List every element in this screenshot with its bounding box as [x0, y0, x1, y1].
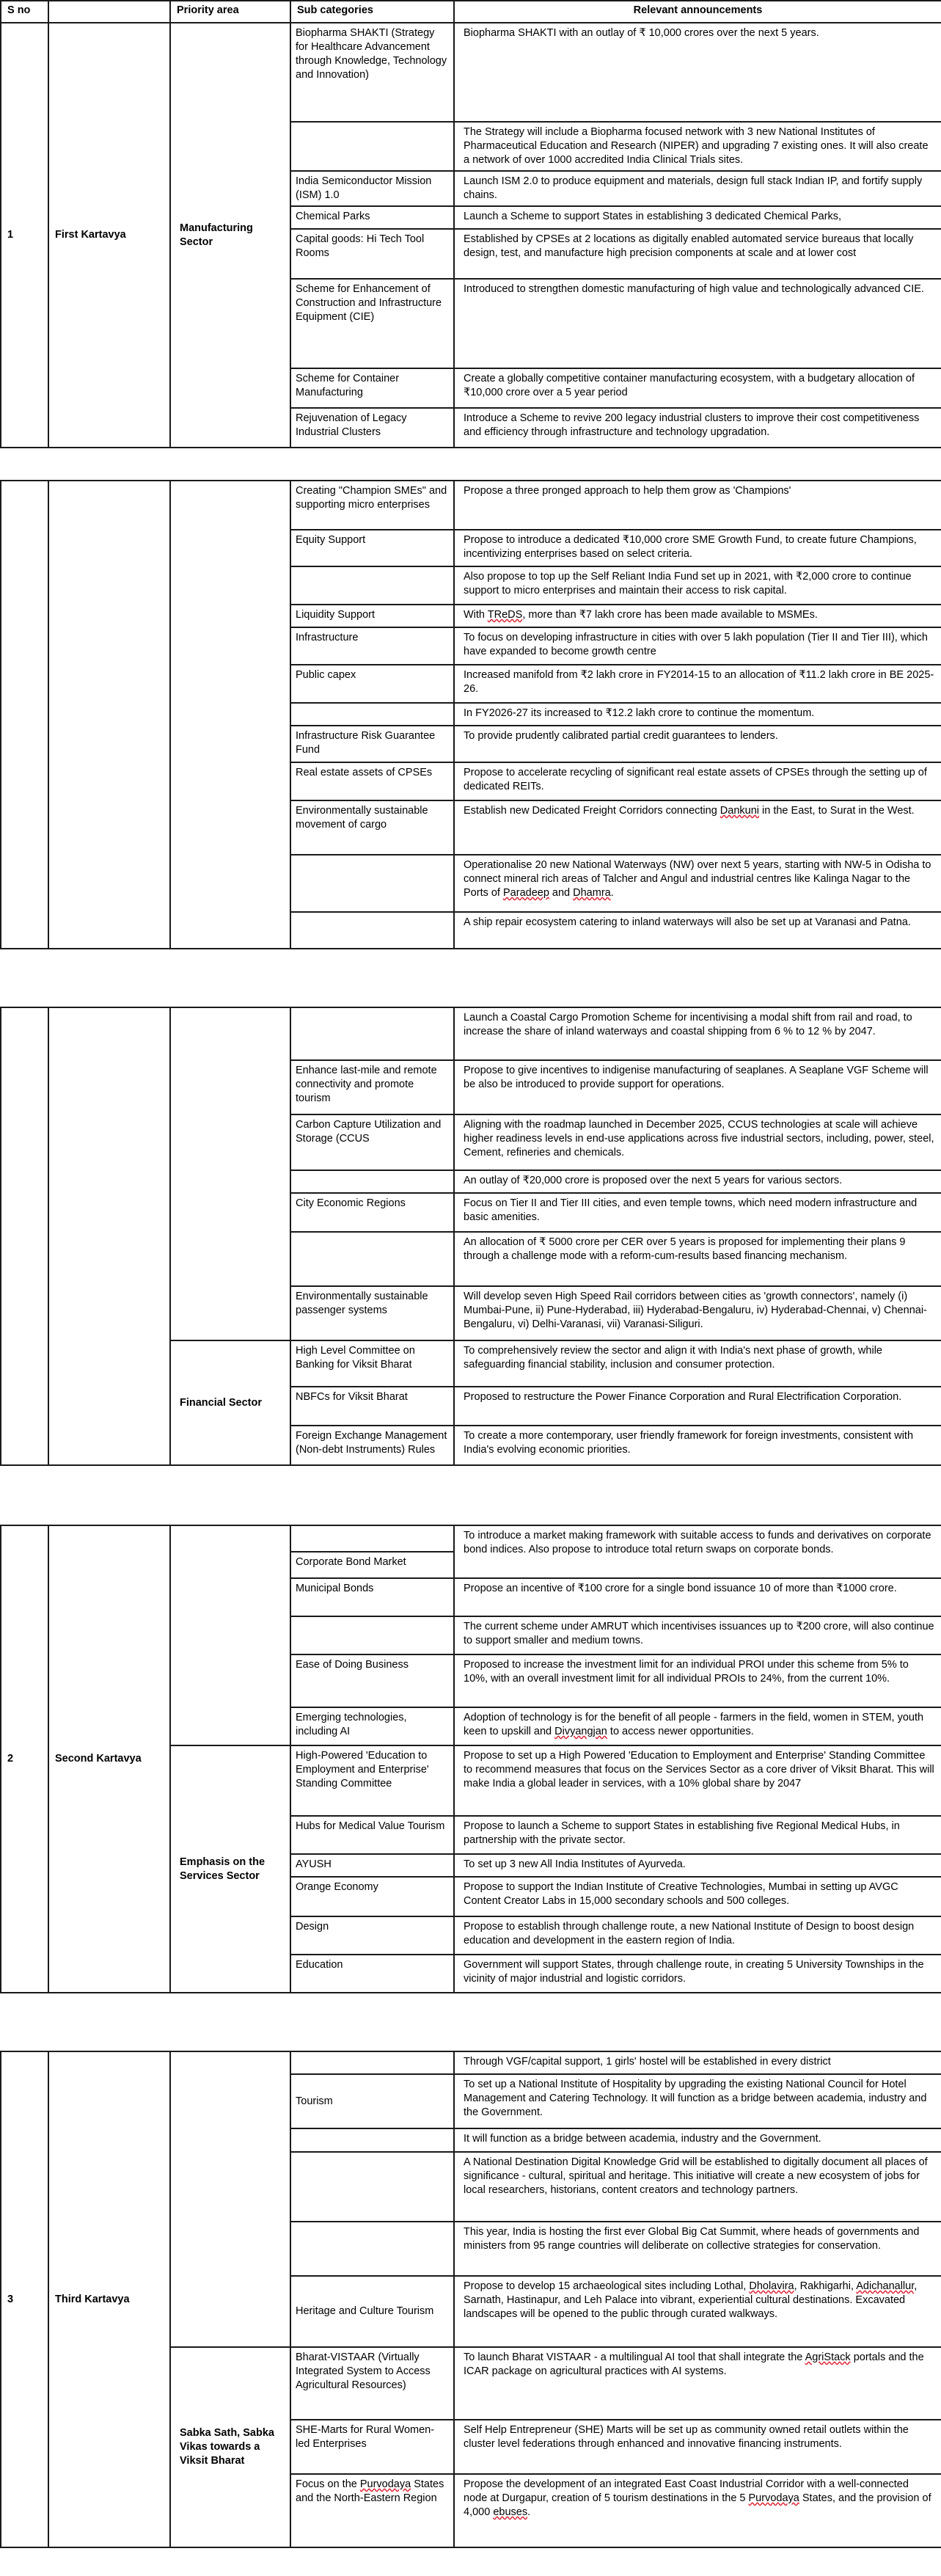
- sub-category-cell: Hubs for Medical Value Tourism: [290, 1816, 454, 1854]
- priority-area-cell: Emphasis on the Services Sector: [170, 1745, 290, 1993]
- announcement-cell: Established by CPSEs at 2 locations as digitally enabled automated service bureaus that locally design, test, and manufacture high precision components at scale and at lower cost: [454, 229, 941, 279]
- sub-category-cell: [290, 2051, 454, 2074]
- kartavya-cell: [48, 1007, 170, 1465]
- sub-category-cell: Scheme for Container Manufacturing: [290, 368, 454, 408]
- table-segment-2: [0, 480, 941, 949]
- sub-category-cell: [290, 1170, 454, 1193]
- announcement-cell: Propose to set up a High Powered 'Education to Employment and Enterprise' Standing Committee to recommend measures that focus on the Services Sector as a core driver of Viksit Bharat. This will make India a global leader in services, with a 10% global share by 2047: [454, 1745, 941, 1816]
- text-run: Adoption of technology is for the benefit of all people - farmers in the field, women in STEM, youth keen to upskill and: [464, 1712, 924, 1737]
- sno-cell: [1, 481, 48, 949]
- text-run: Propose to develop 15 archaeological sites including Lothal,: [464, 2280, 750, 2292]
- text-run: , Sarnath, Hastinapur, and Leh Palace into vibrant, experiential cultural destinations. Excavated landscapes will be opened to the public through curated walkways.: [464, 2280, 918, 2320]
- announcement-cell: Government will support States, through challenge route, in creating 5 University Townships in the vicinity of major industrial and logistic corridors.: [454, 1955, 941, 1993]
- sub-category-cell: [290, 1616, 454, 1654]
- text-run: , Rakhigarhi,: [794, 2280, 857, 2292]
- sub-category-cell: [290, 855, 454, 912]
- header-relevant-announcements: Relevant announcements: [454, 1, 941, 23]
- text-run: AgriStack: [805, 2351, 851, 2363]
- announcement-cell: Create a globally competitive container manufacturing ecosystem, with a budgetary allocation of ₹10,000 crore over a 5 year period: [454, 368, 941, 408]
- text-run: Establish new Dedicated Freight Corridors connecting: [464, 805, 720, 817]
- announcement-cell: [454, 2276, 941, 2347]
- announcement-cell: [454, 855, 941, 912]
- sno-cell: [1, 1007, 48, 1465]
- sub-category-cell: Orange Economy: [290, 1877, 454, 1916]
- announcement-cell: To provide prudently calibrated partial credit guarantees to lenders.: [454, 726, 941, 762]
- sub-category-cell: Public capex: [290, 665, 454, 703]
- announcements-table-3: [0, 1007, 941, 1466]
- priority-area-cell: [170, 2051, 290, 2347]
- text-run: , more than ₹7 lakh crore has been made available to MSMEs.: [522, 609, 818, 621]
- announcement-cell: [454, 2474, 941, 2547]
- header-row: [1, 1, 941, 23]
- sub-category-cell: SHE-Marts for Rural Women-led Enterprises: [290, 2420, 454, 2474]
- sub-category-cell: Corporate Bond Market: [290, 1552, 454, 1578]
- text-run: TReDS: [487, 609, 523, 621]
- sub-category-cell: Design: [290, 1916, 454, 1955]
- announcement-cell: Self Help Entrepreneur (SHE) Marts will be set up as community owned retail outlets within the cluster level federations through enhanced and innovative financing instruments.: [454, 2420, 941, 2474]
- announcement-cell: Proposed to increase the investment limit for an individual PROI under this scheme from 5% to 10%, with an overall investment limit for all individual PROIs to 24%, from the current 10%.: [454, 1654, 941, 1707]
- text-run: Focus on the: [296, 2478, 360, 2490]
- announcement-cell: In FY2026-27 its increased to ₹12.2 lakh crore to continue the momentum.: [454, 703, 941, 726]
- sub-category-cell: Chemical Parks: [290, 206, 454, 229]
- announcements-table-1: [0, 0, 941, 448]
- announcement-cell: Proposed to restructure the Power Finance Corporation and Rural Electrification Corporation.: [454, 1387, 941, 1426]
- announcement-cell: Propose a three pronged approach to help them grow as 'Champions': [454, 481, 941, 530]
- sub-category-cell: [290, 2222, 454, 2276]
- sub-category-cell: Creating "Champion SMEs" and supporting micro enterprises: [290, 481, 454, 530]
- table-row: [1, 1007, 941, 1060]
- announcement-cell: [454, 800, 941, 855]
- sub-category-cell: Bharat-VISTAAR (Virtually Integrated System to Access Agricultural Resources): [290, 2347, 454, 2420]
- table-segment-5: [0, 2051, 941, 2548]
- sub-category-cell: [290, 2128, 454, 2152]
- sub-category-cell: Carbon Capture Utilization and Storage (CCUS: [290, 1114, 454, 1170]
- sno-cell: 1: [1, 23, 48, 448]
- sno-cell: 2: [1, 1525, 48, 1993]
- announcement-cell: It will function as a bridge between academia, industry and the Government.: [454, 2128, 941, 2152]
- text-run: Propose the development of an integrated East Coast Industrial Corridor with a well-connected node at Durgapur, creation of 5 tourism destinations in the 5: [464, 2478, 909, 2504]
- announcements-table-5: [0, 2051, 941, 2548]
- sno-cell: 3: [1, 2051, 48, 2547]
- announcement-cell: Propose to launch a Scheme to support States in establishing five Regional Medical Hubs, in partnership with the private sector.: [454, 1816, 941, 1854]
- sub-category-cell: Scheme for Enhancement of Construction and Infrastructure Equipment (CIE): [290, 279, 454, 368]
- text-run: Purvodaya: [359, 2478, 411, 2490]
- table-row: [1, 23, 941, 122]
- announcement-cell: An allocation of ₹ 5000 crore per CER over 5 years is proposed for implementing their plans 9 through a challenge mode with a reform-cum-results based financing mechanism.: [454, 1232, 941, 1286]
- announcement-cell: Biopharma SHAKTI with an outlay of ₹ 10,000 crores over the next 5 years.: [454, 23, 941, 122]
- announcement-cell: The Strategy will include a Biopharma focused network with 3 new National Institutes of Pharmaceutical Education and Research (NIPER) and upgrading 7 existing ones. It will also create a network of over 1000 accredited India Clinical Trials sites.: [454, 122, 941, 171]
- sub-category-cell: Equity Support: [290, 530, 454, 566]
- text-run: Dholavira: [749, 2280, 794, 2292]
- sub-category-cell: Environmentally sustainable movement of cargo: [290, 800, 454, 855]
- announcement-cell: Propose to establish through challenge route, a new National Institute of Design to boost design education and development in the eastern region of India.: [454, 1916, 941, 1955]
- text-run: Dhamra: [573, 887, 611, 899]
- text-run: .: [527, 2506, 531, 2518]
- sub-category-cell: [290, 2152, 454, 2222]
- kartavya-cell: First Kartavya: [48, 23, 170, 448]
- text-run: To launch Bharat VISTAAR - a multilingual AI tool that shall integrate the: [464, 2351, 805, 2363]
- announcement-cell: Also propose to top up the Self Reliant India Fund set up in 2021, with ₹2,000 crore to continue support to micro enterprises and maintain their access to risk capital.: [454, 566, 941, 605]
- sub-category-cell: Municipal Bonds: [290, 1578, 454, 1616]
- announcements-table-4: [0, 1525, 941, 1993]
- sub-category-cell: AYUSH: [290, 1854, 454, 1877]
- announcement-cell: A National Destination Digital Knowledge Grid will be established to digitally document all places of significance - cultural, spiritual and heritage. This initiative will create a new ecosystem of jobs for local researchers, historians, content creators and technology partners.: [454, 2152, 941, 2222]
- header-priority-area: Priority area: [170, 1, 290, 23]
- priority-area-cell: [170, 481, 290, 949]
- sub-category-cell: High-Powered 'Education to Employment and Enterprise' Standing Committee: [290, 1745, 454, 1816]
- sub-category-cell: Infrastructure Risk Guarantee Fund: [290, 726, 454, 762]
- sub-category-cell: Environmentally sustainable passenger systems: [290, 1286, 454, 1340]
- text-run: Dankuni: [720, 805, 759, 817]
- sub-category-cell: Foreign Exchange Management (Non-debt Instruments) Rules: [290, 1426, 454, 1465]
- announcement-cell: Introduced to strengthen domestic manufacturing of high value and technologically advanced CIE.: [454, 279, 941, 368]
- announcement-cell: To create a more contemporary, user friendly framework for foreign investments, consistent with India's evolving economic priorities.: [454, 1426, 941, 1465]
- announcement-cell: Launch a Scheme to support States in establishing 3 dedicated Chemical Parks,: [454, 206, 941, 229]
- announcement-cell: Propose an incentive of ₹100 crore for a single bond issuance 10 of more than ₹1000 crore.: [454, 1578, 941, 1616]
- announcement-cell: A ship repair ecosystem catering to inland waterways will also be set up at Varanasi and Patna.: [454, 912, 941, 949]
- announcement-cell: To focus on developing infrastructure in cities with over 5 lakh population (Tier II and Tier III), which have expanded to become growth centre: [454, 627, 941, 665]
- sub-category-cell: High Level Committee on Banking for Viksit Bharat: [290, 1340, 454, 1387]
- announcement-cell: Aligning with the roadmap launched in December 2025, CCUS technologies at scale will achieve higher readiness levels in end-use applications across five industrial sectors, including, power, steel, Cement, refineries and chemicals.: [454, 1114, 941, 1170]
- text-run: .: [610, 887, 614, 899]
- table-segment-4: [0, 1525, 941, 1993]
- sub-category-cell: Real estate assets of CPSEs: [290, 762, 454, 800]
- announcement-cell: Introduce a Scheme to revive 200 legacy industrial clusters to improve their cost competitiveness and efficiency through infrastructure and technology upgradation.: [454, 408, 941, 448]
- text-run: Paradeep: [503, 887, 549, 899]
- sub-category-cell: [290, 122, 454, 171]
- text-run: Adichanallur: [856, 2280, 915, 2292]
- text-run: to access newer opportunities.: [607, 1726, 754, 1737]
- announcement-cell: Increased manifold from ₹2 lakh crore in FY2014-15 to an allocation of ₹11.2 lakh crore in BE 2025-26.: [454, 665, 941, 703]
- announcement-cell: Focus on Tier II and Tier III cities, and even temple towns, which need modern infrastructure and basic amenities.: [454, 1193, 941, 1232]
- sub-category-cell: [290, 2474, 454, 2547]
- table-row: [1, 2051, 941, 2074]
- sub-category-cell: [290, 1232, 454, 1286]
- sub-category-cell: Heritage and Culture Tourism: [290, 2276, 454, 2347]
- text-run: States and the North-Eastern Region: [296, 2478, 444, 2504]
- sub-category-cell: Tourism: [290, 2074, 454, 2128]
- sub-category-cell: India Semiconductor Mission (ISM) 1.0: [290, 171, 454, 206]
- announcement-cell: Propose to accelerate recycling of significant real estate assets of CPSEs through the setting up of dedicated REITs.: [454, 762, 941, 800]
- text-run: portals and the ICAR package on agricultural practices with AI systems.: [464, 2351, 924, 2377]
- announcement-cell: An outlay of ₹20,000 crore is proposed over the next 5 years for various sectors.: [454, 1170, 941, 1193]
- announcement-cell: Launch ISM 2.0 to produce equipment and materials, design full stack Indian IP, and fortify supply chains.: [454, 171, 941, 206]
- kartavya-cell: Second Kartavya: [48, 1525, 170, 1993]
- text-run: With: [464, 609, 488, 621]
- sub-category-cell: [290, 703, 454, 726]
- announcement-cell: Will develop seven High Speed Rail corridors between cities as 'growth connectors', namely (i) Mumbai-Pune, ii) Pune-Hyderabad, iii) Hyderabad-Bengaluru, iv) Hyderabad-Chennai, v) Chennai-Bengaluru, vi) Delhi-Varanasi, vii) Varanasi-Siliguri.: [454, 1286, 941, 1340]
- announcement-cell: This year, India is hosting the first ever Global Big Cat Summit, where heads of governments and ministers from 95 range countries will deliberate on collective strategies for conservation.: [454, 2222, 941, 2276]
- sub-category-cell: [290, 566, 454, 605]
- kartavya-cell: [48, 481, 170, 949]
- sub-category-cell: Infrastructure: [290, 627, 454, 665]
- sub-category-cell: Liquidity Support: [290, 605, 454, 627]
- text-run: States, and the provision of 4,000: [464, 2492, 931, 2518]
- table-row: [1, 481, 941, 530]
- announcement-cell: Propose to introduce a dedicated ₹10,000 crore SME Growth Fund, to create future Champions, incentivizing enterprises based on select criteria.: [454, 530, 941, 566]
- sub-category-cell: Emerging technologies, including AI: [290, 1707, 454, 1745]
- text-run: Operationalise 20 new National Waterways (NW) over next 5 years, starting with NW-5 in Odisha to connect mineral rich areas of Talcher and Angul and industrial centres like Kalinga Nagar to the Ports of: [464, 859, 931, 899]
- announcement-cell: To comprehensively review the sector and align it with India's next phase of growth, while safeguarding financial stability, inclusion and consumer protection.: [454, 1340, 941, 1387]
- sub-category-cell: [290, 912, 454, 949]
- header-sub-categories: Sub categories: [290, 1, 454, 23]
- header-blank: [48, 1, 170, 23]
- sub-category-cell: [290, 1525, 454, 1552]
- announcements-table-2: [0, 480, 941, 949]
- text-run: in the East, to Surat in the West.: [759, 805, 915, 817]
- announcement-cell: To set up a National Institute of Hospitality by upgrading the existing National Council for Hotel Management and Catering Technology. It will function as a bridge between academia, industry and the Government.: [454, 2074, 941, 2128]
- announcement-cell: Propose to support the Indian Institute of Creative Technologies, Mumbai in setting up AVGC Content Creator Labs in 15,000 secondary schools and 500 colleges.: [454, 1877, 941, 1916]
- sub-category-cell: Ease of Doing Business: [290, 1654, 454, 1707]
- header-sno: S no: [1, 1, 48, 23]
- sub-category-cell: NBFCs for Viksit Bharat: [290, 1387, 454, 1426]
- sub-category-cell: Education: [290, 1955, 454, 1993]
- announcement-cell: Launch a Coastal Cargo Promotion Scheme for incentivising a modal shift from rail and road, to increase the share of inland waterways and coastal shipping from 6 % to 12 % by 2047.: [454, 1007, 941, 1060]
- priority-area-cell: [170, 1525, 290, 1745]
- text-run: Purvodaya: [748, 2492, 799, 2504]
- priority-area-cell: [170, 1007, 290, 1340]
- announcement-cell: Through VGF/capital support, 1 girls' hostel will be established in every district: [454, 2051, 941, 2074]
- kartavya-cell: Third Kartavya: [48, 2051, 170, 2547]
- sub-category-cell: Rejuvenation of Legacy Industrial Clusters: [290, 408, 454, 448]
- table-segment-1: [0, 0, 941, 448]
- sub-category-cell: [290, 1007, 454, 1060]
- announcement-cell: To set up 3 new All India Institutes of Ayurveda.: [454, 1854, 941, 1877]
- table-row: [1, 1525, 941, 1552]
- sub-category-cell: Enhance last-mile and remote connectivity and promote tourism: [290, 1060, 454, 1114]
- priority-area-cell: Sabka Sath, Sabka Vikas towards a Viksit Bharat: [170, 2347, 290, 2547]
- announcement-cell: Propose to give incentives to indigenise manufacturing of seaplanes. A Seaplane VGF Scheme will be also be introduced to provide support for operations.: [454, 1060, 941, 1114]
- text-run: and: [549, 887, 574, 899]
- announcement-cell: [454, 2347, 941, 2420]
- announcement-cell: [454, 605, 941, 627]
- sub-category-cell: City Economic Regions: [290, 1193, 454, 1232]
- sub-category-cell: Capital goods: Hi Tech Tool Rooms: [290, 229, 454, 279]
- announcement-cell: [454, 1707, 941, 1745]
- sub-category-cell: Biopharma SHAKTI (Strategy for Healthcare Advancement through Knowledge, Technology and Innovation): [290, 23, 454, 122]
- text-run: Divyangjan: [554, 1726, 607, 1737]
- table-segment-3: [0, 1007, 941, 1466]
- announcement-cell: The current scheme under AMRUT which incentivises issuances up to ₹200 crore, will also continue to support smaller and medium towns.: [454, 1616, 941, 1654]
- announcement-cell: To introduce a market making framework with suitable access to funds and derivatives on corporate bond indices. Also propose to introduce total return swaps on corporate bonds.: [454, 1525, 941, 1578]
- priority-area-cell: Financial Sector: [170, 1340, 290, 1465]
- priority-area-cell: Manufacturing Sector: [170, 23, 290, 448]
- text-run: ebuses: [493, 2506, 528, 2518]
